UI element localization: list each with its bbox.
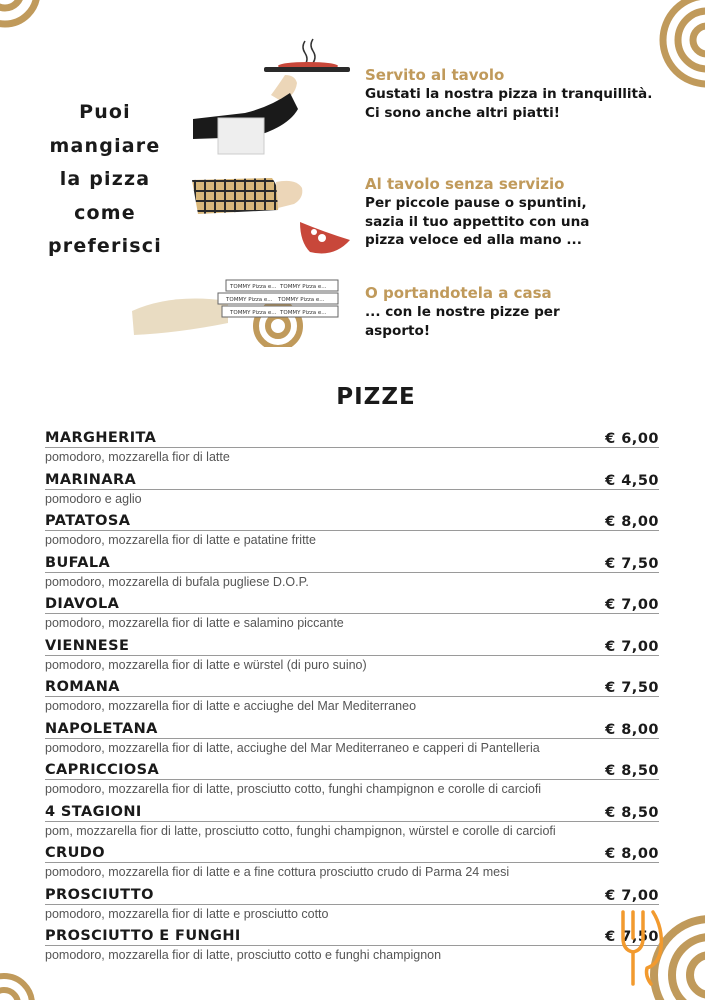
- pizza-price: € 8,00: [605, 846, 659, 862]
- menu-item: [45, 717, 659, 759]
- menu-item: [45, 675, 659, 717]
- pizza-price: € 7,50: [605, 555, 659, 572]
- pizza-price: € 8,50: [605, 763, 659, 779]
- service-title: O portandotela a casa: [365, 284, 552, 302]
- pizza-description: pomodoro, mozzarella di bufala pugliese D.O.P.: [45, 574, 309, 589]
- pizza-name: BUFALA: [45, 554, 111, 571]
- service-line: ... con le nostre pizze per: [365, 304, 560, 320]
- service-counter: [365, 175, 700, 250]
- menu-item: [45, 634, 659, 676]
- tagline-line: Puoi: [79, 101, 131, 123]
- menu-item-row: [45, 717, 659, 739]
- service-line: asporto!: [365, 322, 431, 339]
- menu-item: [45, 426, 659, 468]
- pizza-name: PATATOSA: [45, 513, 131, 529]
- service-line: Ci sono anche altri piatti!: [365, 104, 560, 121]
- pizza-name: CAPRICCIOSA: [45, 762, 160, 778]
- pizza-name: NAPOLETANA: [45, 720, 158, 737]
- pizza-description: pomodoro, mozzarella fior di latte e würstel (di puro suino): [45, 657, 367, 672]
- pizza-name: PROSCIUTTO: [45, 886, 154, 903]
- tagline: [30, 96, 180, 264]
- corner-circles-top-left-icon: [0, 0, 40, 40]
- menu-item-row: [45, 551, 659, 573]
- tagline-line: mangiare: [49, 134, 161, 157]
- pizza-name: CRUDO: [45, 845, 105, 861]
- menu-item-row: [45, 841, 659, 863]
- box-label: TOMMY Pizza e...: [280, 284, 327, 290]
- pizza-description: pomodoro e aglio: [45, 491, 142, 506]
- pizza-price: € 6,00: [605, 431, 659, 447]
- pizza-name: VIENNESE: [45, 637, 130, 654]
- service-line: Gustati la nostra pizza in tranquillità.: [365, 86, 653, 102]
- box-label: TOMMY Pizza e...: [230, 310, 277, 316]
- service-takeaway: [365, 284, 700, 340]
- section-title: PIZZE: [336, 384, 416, 410]
- pizza-description: pomodoro, mozzarella fior di latte e a fine cottura prosciutto crudo di Parma 24 mesi: [45, 865, 510, 879]
- service-title: Servito al tavolo: [365, 66, 505, 84]
- pizza-price: € 7,00: [605, 597, 659, 613]
- menu-item: [45, 592, 659, 634]
- pizza-description: pomodoro, mozzarella fior di latte e prosciutto cotto: [45, 906, 329, 921]
- menu-item: [45, 841, 659, 883]
- menu-item-row: [45, 675, 659, 697]
- pizza-price: € 7,50: [605, 929, 659, 945]
- cutlery-logo-icon: [617, 908, 665, 988]
- pizza-description: pomodoro, mozzarella fior di latte: [45, 450, 230, 464]
- pizza-name: MARINARA: [45, 471, 137, 488]
- menu-item: [45, 758, 659, 800]
- pizza-price: € 8,00: [605, 721, 659, 738]
- menu-item-row: [45, 426, 659, 448]
- pizza-price: € 8,00: [605, 514, 659, 530]
- menu-item-row: [45, 758, 659, 780]
- tagline-line: la pizza: [59, 168, 151, 190]
- tagline-line: preferisci: [48, 235, 162, 257]
- menu-item-row: [45, 883, 659, 905]
- pizza-price: € 7,50: [605, 680, 659, 696]
- pizza-name: ROMANA: [45, 679, 120, 695]
- menu-item-row: [45, 592, 659, 614]
- pizza-name: MARGHERITA: [45, 430, 157, 446]
- pizza-menu-list: [45, 426, 659, 966]
- pizza-price: € 4,50: [605, 472, 659, 489]
- box-label: TOMMY Pizza e...: [230, 284, 277, 290]
- menu-item: [45, 924, 659, 966]
- pizza-description: pomodoro, mozzarella fior di latte e acciughe del Mar Mediterraneo: [45, 699, 417, 713]
- box-label: TOMMY Pizza e...: [280, 310, 327, 316]
- pizza-description: pomodoro, mozzarella fior di latte e salamino piccante: [45, 616, 344, 630]
- pizza-description: pomodoro, mozzarella fior di latte, acciughe del Mar Mediterraneo e capperi di Pantelleria: [45, 740, 540, 755]
- pizza-description: pomodoro, mozzarella fior di latte, prosciutto cotto, funghi champignon e corolle di carciofi: [45, 782, 542, 796]
- menu-item-row: [45, 924, 659, 946]
- menu-item-row: [45, 634, 659, 656]
- box-label: TOMMY Pizza e...: [226, 297, 273, 303]
- menu-item: [45, 883, 659, 925]
- menu-item: [45, 800, 659, 842]
- pizza-boxes-illustration-icon: [130, 277, 345, 347]
- menu-item: [45, 551, 659, 593]
- pizza-price: € 7,00: [605, 887, 659, 904]
- menu-item-row: [45, 800, 659, 822]
- service-line: pizza veloce ed alla mano ...: [365, 232, 582, 248]
- service-line: Per piccole pause o spuntini,: [365, 195, 587, 211]
- pizza-description: pomodoro, mozzarella fior di latte, prosciutto cotto e funghi champignon: [45, 948, 442, 962]
- service-line: sazia il tuo appettito con una: [365, 213, 590, 230]
- pizza-name: PROSCIUTTO E FUNGHI: [45, 928, 241, 944]
- pizza-description: pomodoro, mozzarella fior di latte e patatine fritte: [45, 533, 316, 547]
- pizza-slice-hand-illustration-icon: [190, 176, 355, 254]
- waiter-tray-illustration-icon: [190, 33, 355, 158]
- pizza-name: DIAVOLA: [45, 596, 120, 612]
- tagline-line: come: [74, 201, 136, 224]
- service-title: Al tavolo senza servizio: [365, 175, 565, 193]
- menu-item: [45, 509, 659, 551]
- box-label: TOMMY Pizza e...: [278, 297, 325, 303]
- pizza-price: € 7,00: [605, 638, 659, 655]
- menu-item: [45, 468, 659, 510]
- pizza-description: pom, mozzarella fior di latte, prosciutto cotto, funghi champignon, würstel e corolle di carciofi: [45, 823, 556, 838]
- pizza-price: € 8,50: [605, 804, 659, 821]
- menu-item-row: [45, 509, 659, 531]
- corner-circles-bottom-left-icon: [0, 960, 40, 1000]
- menu-item-row: [45, 468, 659, 490]
- pizza-name: 4 STAGIONI: [45, 803, 142, 820]
- service-table: [365, 66, 700, 122]
